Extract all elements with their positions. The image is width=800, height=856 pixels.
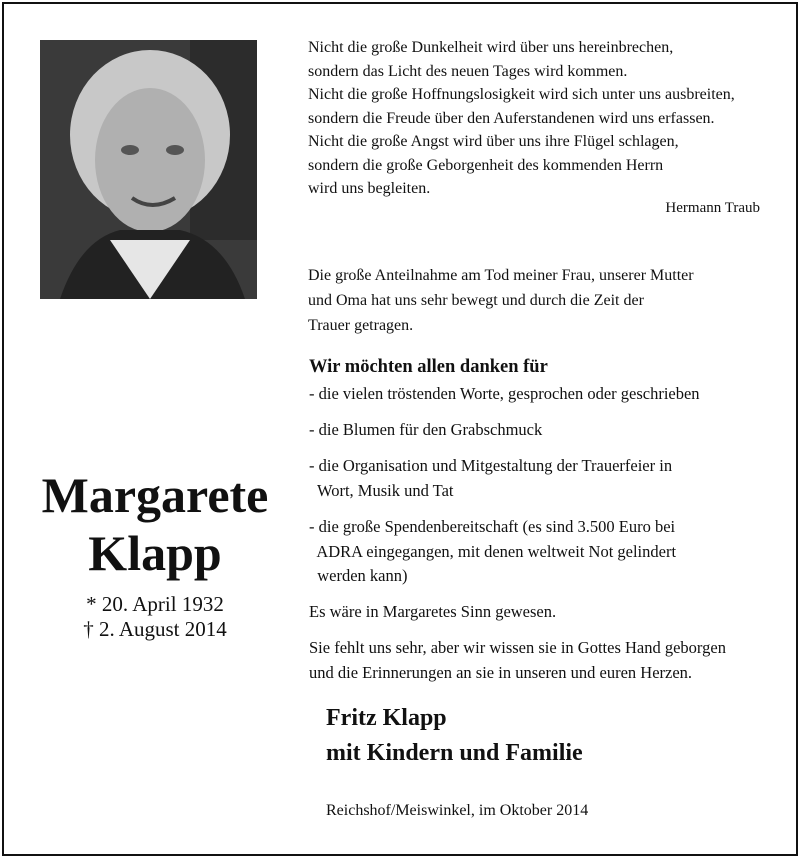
intro-line: Trauer getragen. bbox=[308, 317, 414, 334]
thanks-item-line: - die vielen tröstenden Worte, gesprochen oder geschrieben bbox=[309, 384, 700, 403]
death-date: † 2. August 2014 bbox=[83, 617, 227, 641]
signature-name: Fritz Klapp bbox=[326, 705, 447, 731]
poem bbox=[308, 36, 735, 201]
closing-paragraph bbox=[309, 636, 726, 685]
portrait-photo bbox=[40, 40, 257, 299]
signature-family: mit Kindern und Familie bbox=[326, 740, 583, 766]
thanks-item bbox=[309, 454, 672, 503]
poem-line: sondern das Licht des neuen Tages wird kommen. bbox=[308, 62, 628, 80]
poem-line: sondern die Freude über den Auferstandenen wird uns erfassen. bbox=[308, 109, 715, 127]
thanks-heading: Wir möchten allen danken für bbox=[309, 357, 548, 377]
poem-line: wird uns begleiten. bbox=[308, 180, 431, 197]
thanks-item-line: - die Organisation und Mitgestaltung der Trauerfeier in bbox=[309, 456, 673, 475]
thanks-item-line: werden kann) bbox=[309, 566, 408, 585]
intro-line: und Oma hat uns sehr bewegt und durch die Zeit der bbox=[308, 292, 644, 309]
poem-line: Nicht die große Dunkelheit wird über uns hereinbrechen, bbox=[308, 39, 674, 56]
thanks-item-line: - die Blumen für den Grabschmuck bbox=[309, 420, 543, 439]
poem-line: sondern die große Geborgenheit des kommenden Herrn bbox=[308, 156, 664, 174]
closing-line: Sie fehlt uns sehr, aber wir wissen sie in Gottes Hand geborgen bbox=[309, 638, 726, 657]
place-date: Reichshof/Meiswinkel, im Oktober 2014 bbox=[326, 802, 589, 819]
closing-line: und die Erinnerungen an sie in unseren und euren Herzen. bbox=[309, 662, 693, 682]
poem-line: Nicht die große Hoffnungslosigkeit wird sich unter uns ausbreiten, bbox=[308, 86, 735, 103]
birth-date: * 20. April 1932 bbox=[86, 592, 224, 616]
thanks-item-line: ADRA eingegangen, mit denen weltweit Not gelindert bbox=[309, 541, 677, 561]
thanks-item-line: - die große Spendenbereitschaft (es sind 3.500 Euro bei bbox=[309, 517, 676, 536]
portrait-icon bbox=[40, 40, 257, 299]
poem-line: Nicht die große Angst wird über uns ihre Flügel schlagen, bbox=[308, 133, 679, 150]
intro-line: Die große Anteilnahme am Tod meiner Frau, unserer Mutter bbox=[308, 267, 694, 284]
poem-author: Hermann Traub bbox=[665, 200, 760, 216]
thanks-item bbox=[309, 418, 542, 443]
thanks-item bbox=[309, 515, 676, 589]
deceased-first-name: Margarete bbox=[41, 467, 269, 523]
intro-paragraph bbox=[308, 263, 694, 338]
thanks-item-line: Wort, Musik und Tat bbox=[309, 480, 454, 500]
deceased-last-name: Klapp bbox=[88, 525, 222, 581]
closing-sentence: Es wäre in Margaretes Sinn gewesen. bbox=[309, 602, 557, 621]
thanks-item bbox=[309, 382, 700, 407]
